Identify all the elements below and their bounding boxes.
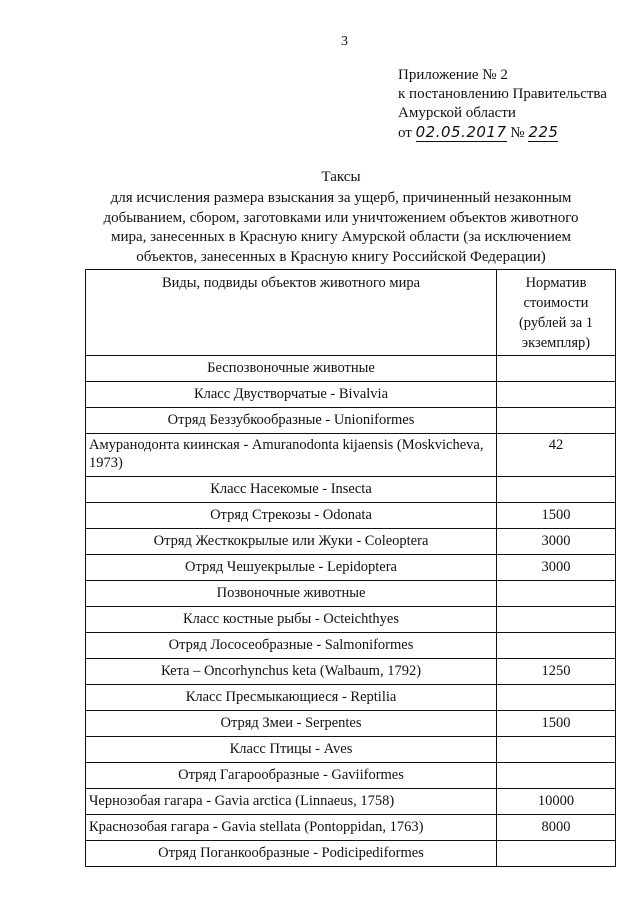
- species-cell: Класс костные рыбы - Octeichthyes: [86, 607, 497, 633]
- species-cell: Класс Двустворчатые - Bivalvia: [86, 382, 497, 408]
- table-row: [86, 711, 616, 737]
- species-cell: Краснозобая гагара - Gavia stellata (Pontoppidan, 1763): [86, 815, 497, 841]
- table-row: [86, 815, 616, 841]
- table-row: [86, 356, 616, 382]
- decree-date: 02.05.2017: [415, 123, 507, 141]
- table-row: [86, 633, 616, 659]
- cost-cell: 1500: [497, 503, 616, 529]
- species-cell: Класс Птицы - Aves: [86, 737, 497, 763]
- species-cell: Чернозобая гагара - Gavia arctica (Linnaeus, 1758): [86, 789, 497, 815]
- cost-cell: [497, 763, 616, 789]
- table-row: [86, 382, 616, 408]
- cost-cell: [497, 356, 616, 382]
- cost-cell: [497, 607, 616, 633]
- table-row: [86, 434, 616, 477]
- table-row: [86, 841, 616, 867]
- species-cell: Отряд Стрекозы - Odonata: [86, 503, 497, 529]
- column-header-species: Виды, подвиды объектов животного мира: [86, 270, 497, 356]
- document-subheading: для исчисления размера взыскания за ущерб, причиненный незаконным добыванием, сбором, заготовками или уничтожением объектов животного мира, занесенных в Красную книгу Амурской области (за исключением объектов, занесенных в Красную книгу Российской Федерации): [103, 190, 579, 265]
- cost-cell: 3000: [497, 529, 616, 555]
- appendix-block: [398, 66, 607, 143]
- table-header-row: [86, 270, 616, 356]
- page-number: 3: [341, 34, 348, 49]
- species-cell: Отряд Жесткокрылые или Жуки - Coleoptera: [86, 529, 497, 555]
- cost-cell: 10000: [497, 789, 616, 815]
- cost-cell: [497, 408, 616, 434]
- table-row: [86, 763, 616, 789]
- species-cell: Отряд Чешуекрылые - Lepidoptera: [86, 555, 497, 581]
- number-label: №: [510, 125, 525, 141]
- table-row: [86, 789, 616, 815]
- table-row: [86, 408, 616, 434]
- table-row: [86, 555, 616, 581]
- from-label: от: [398, 125, 412, 141]
- cost-cell: 42: [497, 434, 616, 477]
- table-row: [86, 737, 616, 763]
- species-cell: Позвоночные животные: [86, 581, 497, 607]
- cost-cell: 3000: [497, 555, 616, 581]
- table-row: [86, 685, 616, 711]
- table-row: [86, 477, 616, 503]
- table-row: [86, 581, 616, 607]
- cost-cell: [497, 685, 616, 711]
- cost-cell: 1500: [497, 711, 616, 737]
- appendix-decree: к постановлению Правительства: [398, 86, 607, 102]
- species-cell: Отряд Змеи - Serpentes: [86, 711, 497, 737]
- cost-cell: [497, 841, 616, 867]
- cost-cell: [497, 581, 616, 607]
- species-cell: Отряд Беззубкообразные - Unioniformes: [86, 408, 497, 434]
- species-cell: Отряд Поганкообразные - Podicipediformes: [86, 841, 497, 867]
- cost-cell: [497, 633, 616, 659]
- species-cell: Беспозвоночные животные: [86, 356, 497, 382]
- species-cell: Амуранодонта киинская - Amuranodonta kijaensis (Moskvicheva, 1973): [86, 434, 497, 477]
- column-header-cost: Норматив стоимости (рублей за 1 экземпляр): [497, 270, 616, 356]
- table-row: [86, 659, 616, 685]
- table-row: [86, 503, 616, 529]
- decree-number: 225: [528, 123, 559, 141]
- cost-cell: [497, 382, 616, 408]
- cost-cell: 1250: [497, 659, 616, 685]
- table-body: [86, 356, 616, 867]
- species-cell: Кета – Oncorhynchus keta (Walbaum, 1792): [86, 659, 497, 685]
- species-cell: Класс Насекомые - Insecta: [86, 477, 497, 503]
- cost-cell: [497, 737, 616, 763]
- table-row: [86, 607, 616, 633]
- taxes-table: [85, 269, 616, 867]
- cost-cell: [497, 477, 616, 503]
- species-cell: Отряд Гагарообразные - Gaviiformes: [86, 763, 497, 789]
- table-row: [86, 529, 616, 555]
- appendix-title: Приложение № 2: [398, 67, 508, 83]
- cost-cell: 8000: [497, 815, 616, 841]
- appendix-date-line: [398, 123, 607, 143]
- species-cell: Класс Пресмыкающиеся - Reptilia: [86, 685, 497, 711]
- appendix-region: Амурской области: [398, 105, 516, 121]
- species-cell: Отряд Лососеобразные - Salmoniformes: [86, 633, 497, 659]
- document-heading: Таксы: [321, 169, 361, 185]
